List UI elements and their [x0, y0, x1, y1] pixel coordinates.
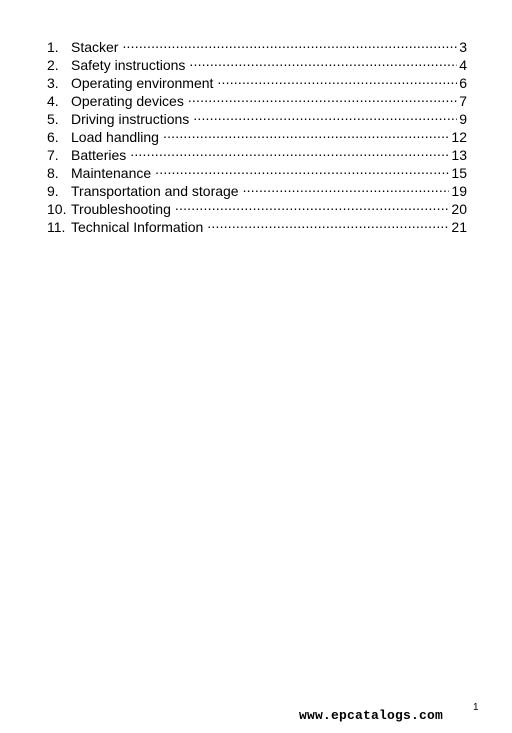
toc-entry-title: Transportation and storage — [71, 183, 239, 199]
toc-entry-page: 21 — [451, 219, 467, 235]
toc-entry-page: 13 — [451, 147, 467, 163]
toc-entry-page: 3 — [459, 39, 467, 55]
toc-entry-title: Load handling — [71, 129, 159, 145]
toc-dot-leader — [207, 214, 449, 232]
toc-entry-page: 7 — [459, 93, 467, 109]
toc-entry-title: Troubleshooting — [71, 201, 171, 217]
toc-entry-title: Maintenance — [71, 165, 152, 181]
page-number: 1 — [473, 702, 479, 713]
toc-entry-page: 4 — [459, 57, 467, 73]
toc-entry-number: 6. — [47, 129, 59, 145]
toc-entry-stacker[interactable] — [47, 34, 467, 55]
toc-dot-leader — [155, 160, 449, 178]
toc-dot-leader — [130, 142, 449, 160]
toc-entry-page: 9 — [459, 111, 467, 127]
toc-entry-page: 12 — [451, 129, 467, 145]
toc-entry-page: 20 — [451, 201, 467, 217]
toc-entry-number: 10. — [47, 201, 67, 217]
toc-dot-leader — [217, 70, 457, 88]
toc-entry-page: 19 — [451, 183, 467, 199]
toc-entry-title: Batteries — [71, 147, 127, 163]
toc-entry-number: 1. — [47, 39, 59, 55]
toc-entry-title: Technical Information — [71, 219, 204, 235]
toc-entry-title: Operating devices — [71, 93, 184, 109]
toc-dot-leader — [175, 196, 450, 214]
footer-url[interactable]: www.epcatalogs.com — [299, 708, 444, 723]
toc-dot-leader — [188, 88, 457, 106]
toc-dot-leader — [193, 106, 457, 124]
toc-entry-number: 8. — [47, 165, 59, 181]
toc-dot-leader — [122, 34, 457, 52]
toc-entry-title: Driving instructions — [71, 111, 190, 127]
toc-entry-number: 4. — [47, 93, 59, 109]
toc-entry-title: Stacker — [71, 39, 119, 55]
toc-dot-leader — [189, 52, 457, 70]
toc-entry-page: 6 — [459, 75, 467, 91]
toc-entry-number: 11. — [47, 219, 66, 235]
toc-dot-leader — [163, 124, 449, 142]
toc-entry-page: 15 — [451, 165, 467, 181]
table-of-contents — [47, 34, 467, 235]
toc-entry-number: 9. — [47, 183, 59, 199]
toc-entry-title: Safety instructions — [71, 57, 186, 73]
toc-dot-leader — [243, 178, 450, 196]
toc-entry-number: 7. — [47, 147, 59, 163]
toc-entry-number: 5. — [47, 111, 59, 127]
toc-entry-number: 3. — [47, 75, 59, 91]
toc-entry-number: 2. — [47, 57, 59, 73]
toc-entry-title: Operating environment — [71, 75, 214, 91]
